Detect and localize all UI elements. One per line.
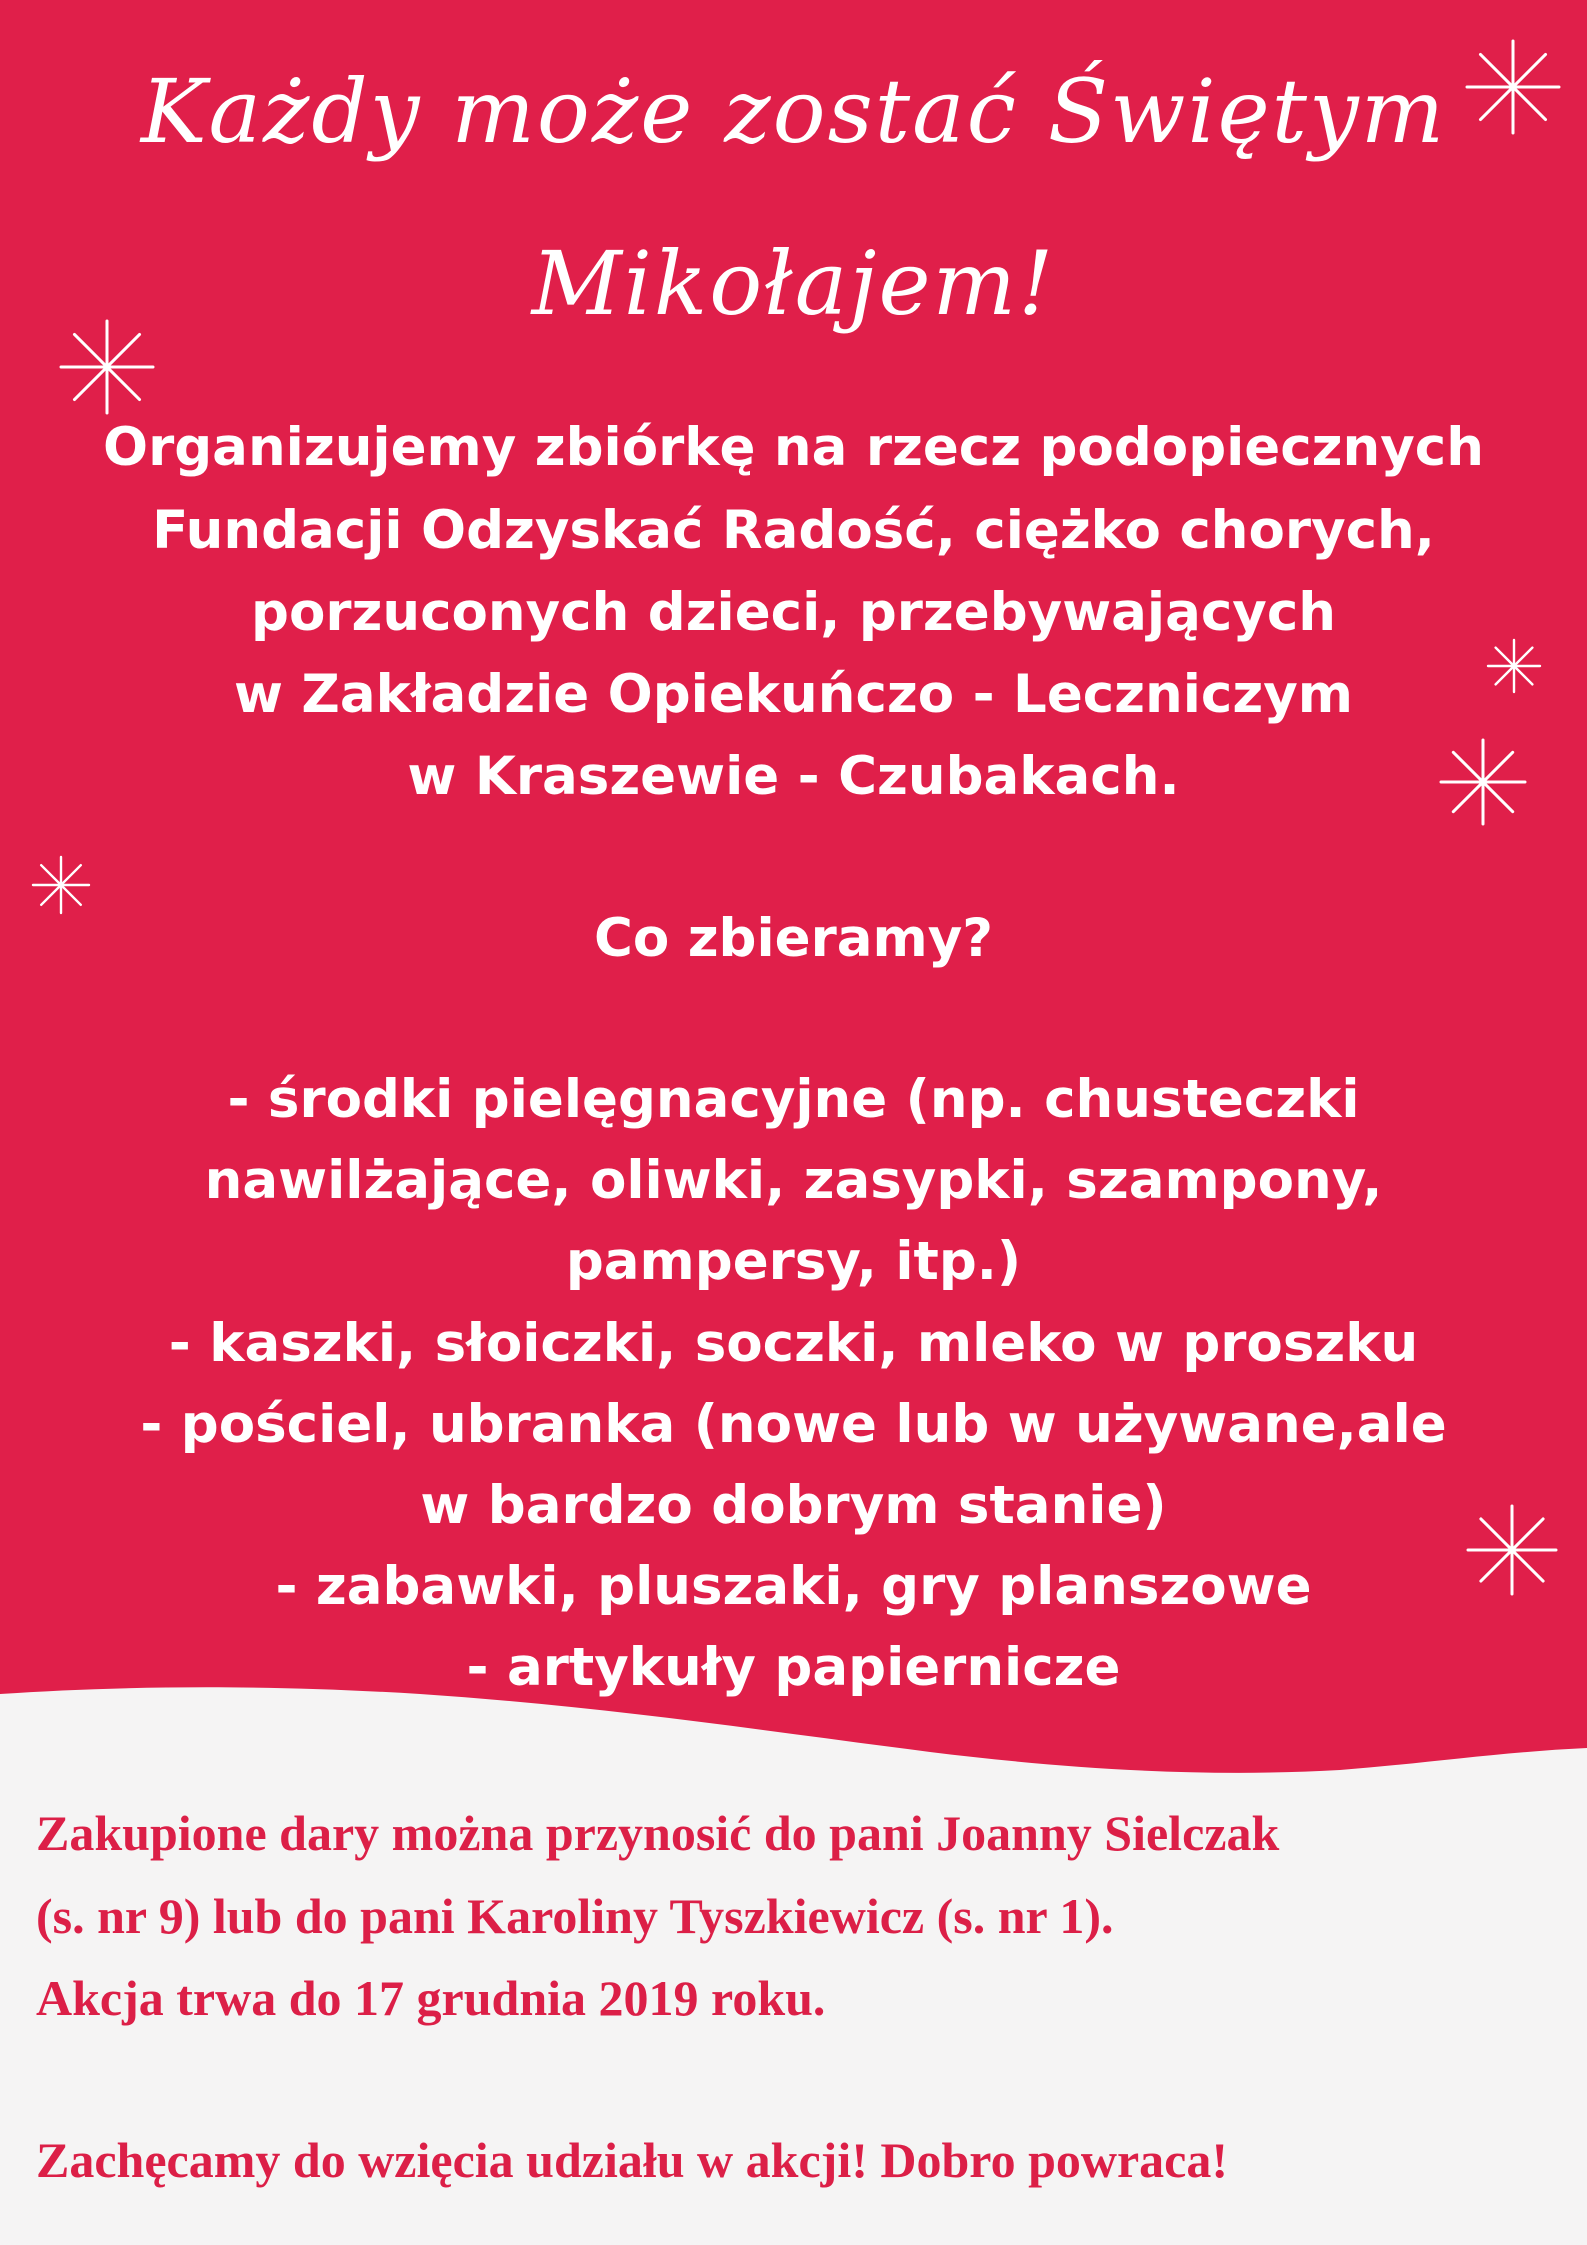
intro-line-2: Fundacji Odzyskać Radość, ciężko chorych, [152,500,1435,561]
intro-line-1: Organizujemy zbiórkę na rzecz podopiecznych [103,417,1484,478]
footer-line-2: (s. nr 9) lub do pani Karoliny Tyszkiewicz (s. nr 1). [36,1888,1114,1944]
collect-heading: Co zbieramy? [593,908,994,969]
collect-item-line: - środki pielęgnacyjne (np. chusteczki [227,1069,1360,1130]
sparkle-icon [1465,1503,1559,1597]
sparkle-icon [1485,637,1543,695]
collect-item-line: - artykuły papiernicze [466,1637,1121,1698]
sparkle-icon [1438,737,1528,827]
collect-item-line: pampersy, itp.) [565,1231,1022,1292]
collect-item-line: w bardzo dobrym stanie) [420,1475,1167,1536]
intro-line-3: porzuconych dzieci, przebywających [251,582,1336,643]
footer-line-1: Zakupione dary można przynosić do pani Joanny Sielczak [36,1805,1280,1861]
footer-line-3: Akcja trwa do 17 grudnia 2019 roku. [36,1970,826,2026]
intro-line-5: w Kraszewie - Czubakach. [407,746,1180,807]
collect-item-line: nawilżające, oliwki, zasypki, szampony, [204,1150,1383,1211]
collect-item-line: - zabawki, pluszaki, gry planszowe [275,1556,1312,1617]
intro-line-4: w Zakładzie Opiekuńczo - Leczniczym [234,664,1353,725]
title-line-2: Mikołajem! [531,232,1056,335]
title-line-1: Każdy może zostać Świętym [140,60,1447,163]
footer-closing: Zachęcamy do wzięcia udziału w akcji! Dobro powraca! [36,2132,1229,2188]
collect-item-line: - pościel, ubranka (nowe lub w używane,ale [140,1394,1447,1455]
sparkle-icon [1464,38,1562,136]
collect-item-line: - kaszki, słoiczki, soczki, mleko w proszku [168,1313,1419,1374]
sparkle-icon [58,318,156,416]
sparkle-icon [30,854,92,916]
